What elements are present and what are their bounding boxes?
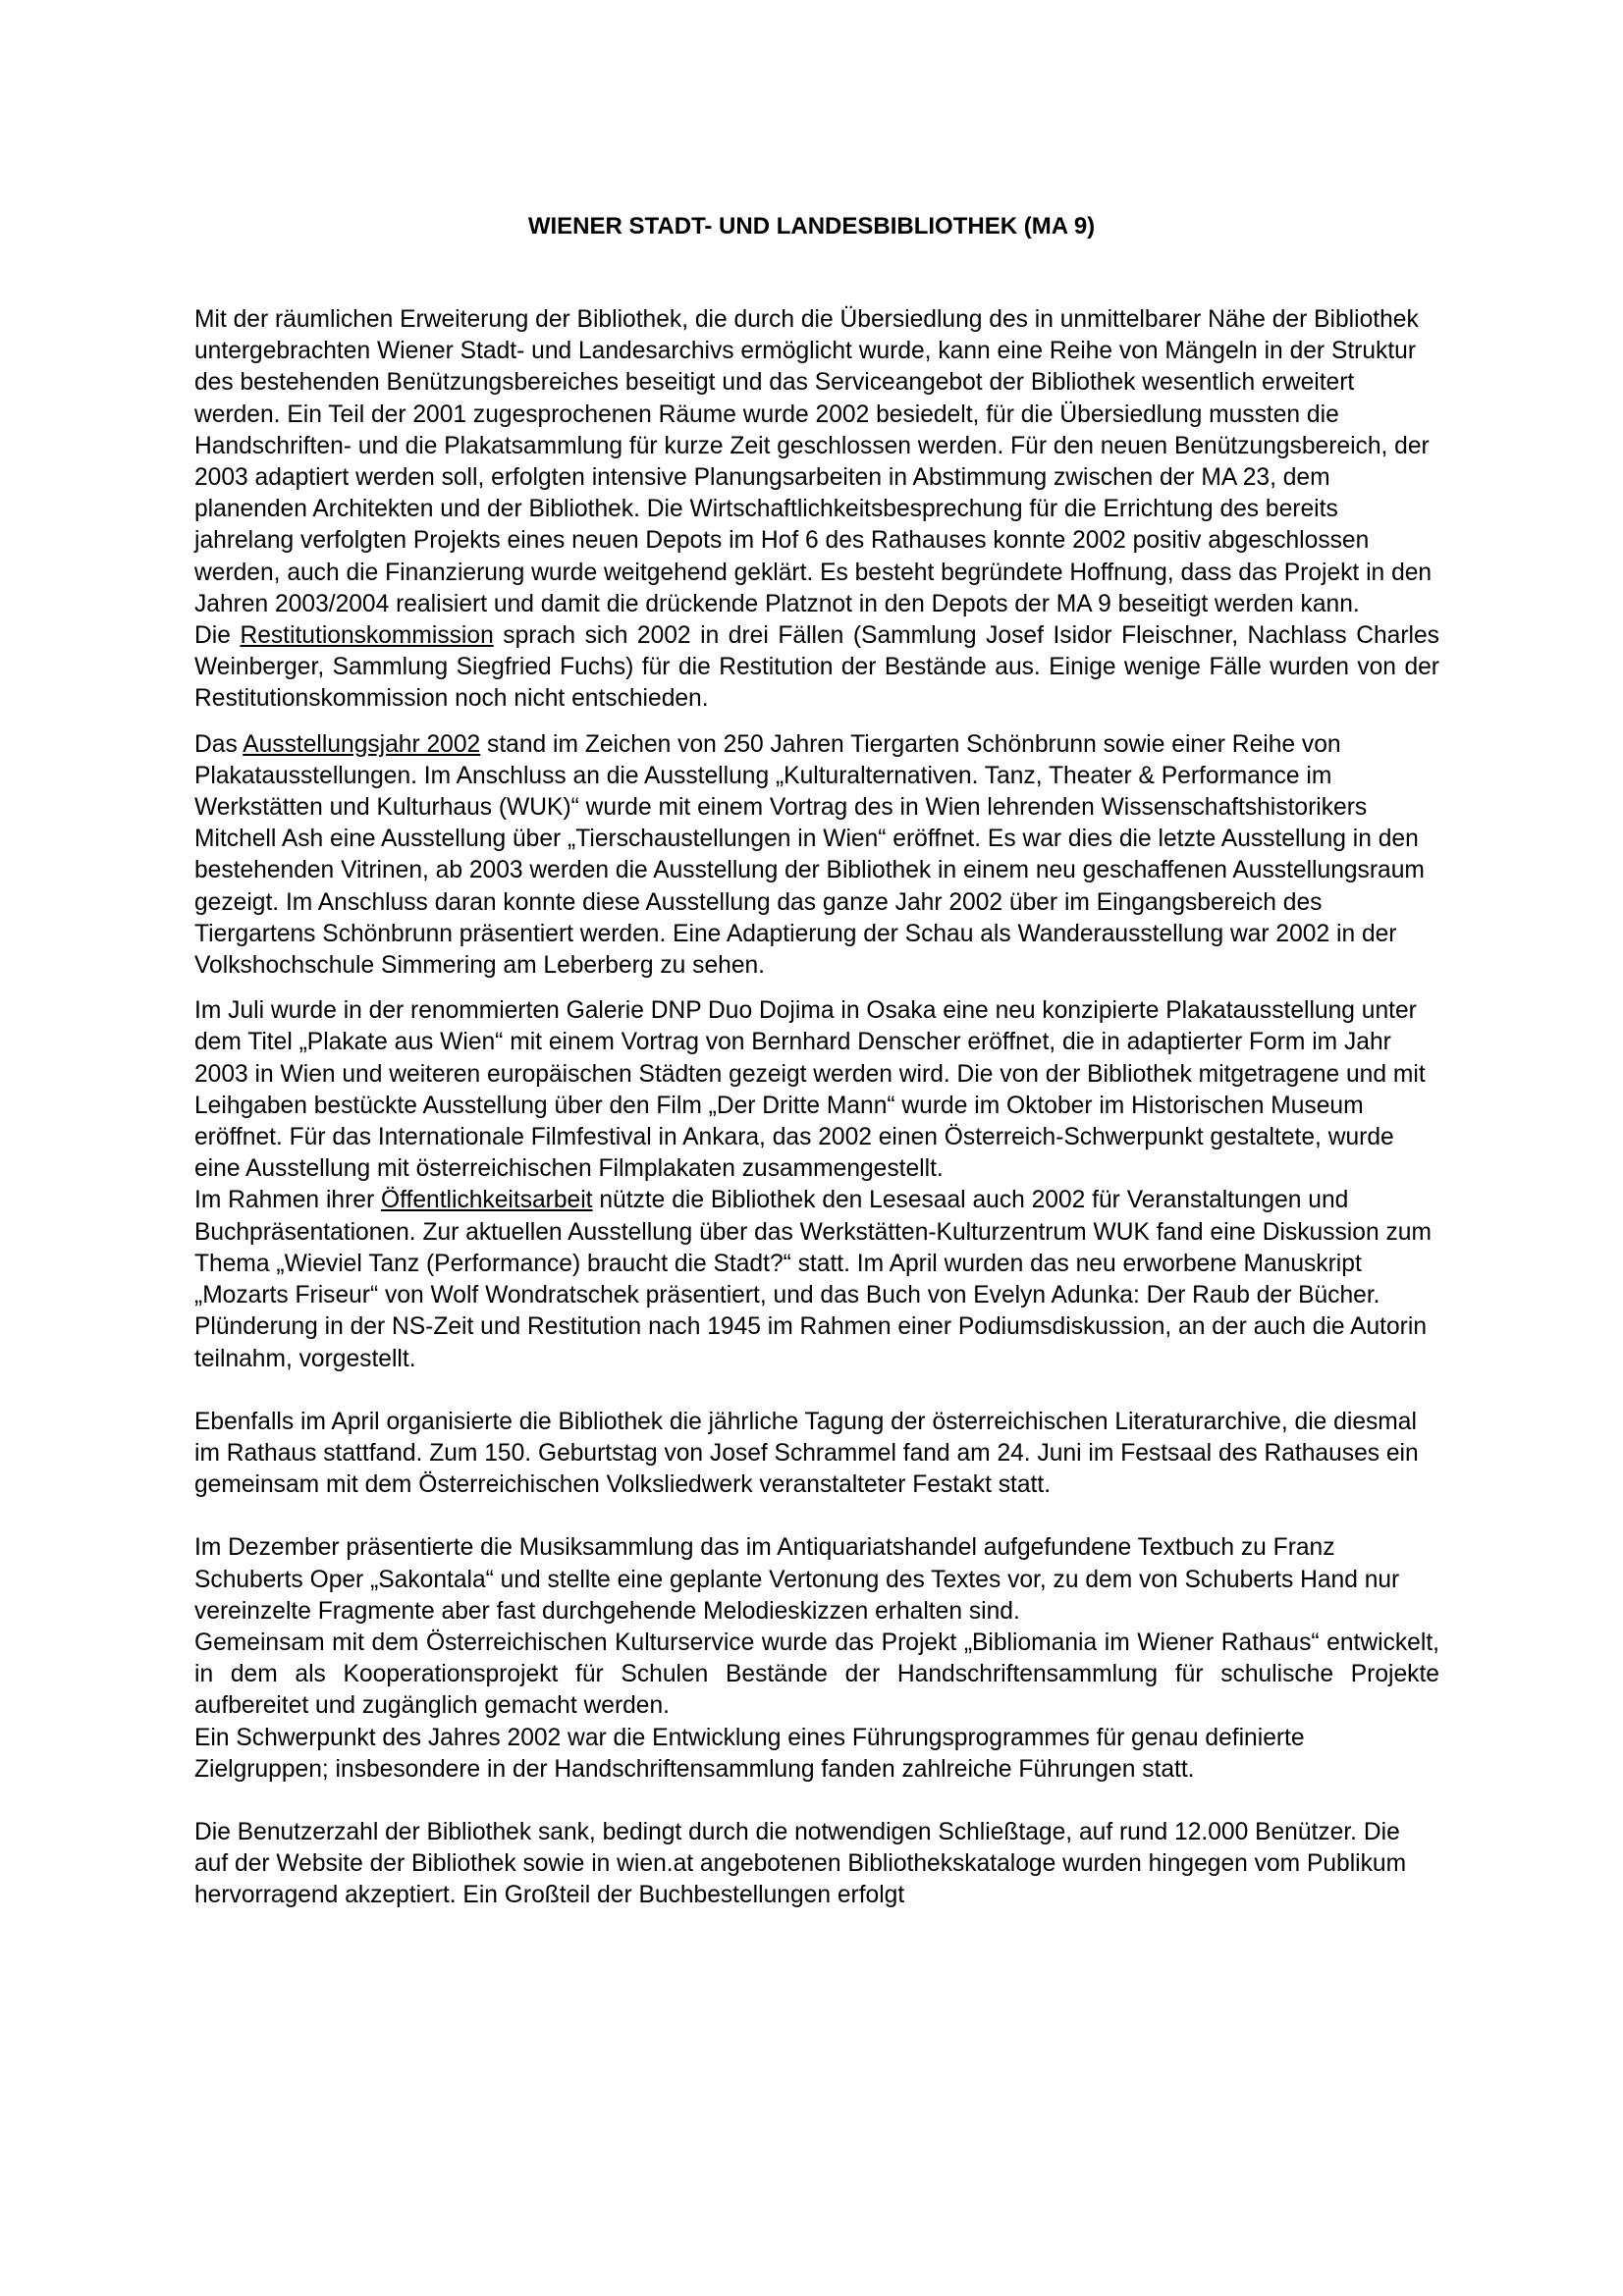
paragraph-public-relations-text: nützte die Bibliothek den Lesesaal auch 2002 für Veranstaltungen und Buchpräsentationen. Zur aktuellen Ausstellung über das Werkstätten-Kulturzentrum WUK fand eine Diskussion zum Thema „Wieviel Tanz (Performance) braucht die Stadt?“ statt. Im April wurden das neu erworbene Manuskript „Mozarts Friseur“ von Wolf Wondratschek präsentiert, und das Buch von Evelyn Adunka: Der Raub der Bücher. Plünderung in der NS-Zeit und Restitution nach 1945 im Rahmen einer Podiumsdiskussion, an der auch die Autorin teilnahm, vorgestellt. (194, 1187, 1432, 1372)
exhibition-year-term: Ausstellungsjahr 2002 (243, 730, 481, 758)
paragraph-music-collection: Im Dezember präsentierte die Musiksammlung das im Antiquariatshandel aufgefundene Textbuch zu Franz Schuberts Oper „Sakontala“ und stellte eine geplante Vertonung des Textes vor, zu dem von Schuberts Hand nur vereinzelte Fragmente aber fast durchgehende Melodieskizzen erhalten sind. (194, 1534, 1400, 1625)
paragraph-exhibition-year (194, 729, 1439, 983)
restitution-commission-term: Restitutionskommission (240, 622, 494, 650)
paragraph-exhibition-prefix: Das (194, 730, 243, 758)
paragraph-exhibition-text: stand im Zeichen von 250 Jahren Tiergarten Schönbrunn sowie einer Reihe von Plakatausstellungen. Im Anschluss an die Ausstellung „Kulturalternativen. Tanz, Theater & Performance im Werkstätten und Kulturhaus (WUK)“ wurde mit einem Vortrag des in Wien lehrenden Wissenschaftshistorikers Mitchell Ash eine Ausstellung über „Tierschaustellungen in Wien“ eröffnet. Es war dies die letzte Ausstellung in den bestehenden Vitrinen, ab 2003 werden die Ausstellung der Bibliothek in einem neu geschaffenen Ausstellungsraum gezeigt. Im Anschluss daran konnte diese Ausstellung das ganze Jahr 2002 über im Eingangsbereich des Tiergartens Schönbrunn präsentiert werden. Eine Adaptierung der Schau als Wanderausstellung war 2002 in der Volkshochschule Simmering am Leberberg zu sehen. (194, 730, 1425, 980)
paragraph-restitution-text: sprach sich 2002 in drei Fällen (Sammlung Josef Isidor Fleischner, Nachlass Charles Weinberger, Sammlung Siegfried Fuchs) für die Restitution der Bestände aus. Einige wenige Fälle wurden von der Restitutionskommission noch nicht entschieden. (194, 622, 1439, 713)
paragraph-literature-archives: Ebenfalls im April organisierte die Bibliothek die jährliche Tagung der österreichischen Literaturarchive, die diesmal im Rathaus stattfand. Zum 150. Geburtstag von Josef Schrammel fand am 24. Juni im Festsaal des Rathauses ein gemeinsam mit dem Österreichischen Volksliedwerk veranstalteter Festakt statt. (194, 1408, 1419, 1499)
paragraph-restitution-prefix: Die (194, 622, 241, 650)
document-body (194, 304, 1439, 1912)
paragraph-bibliomania-project: Gemeinsam mit dem Österreichischen Kulturservice wurde das Projekt „Bibliomania im Wiener Rathaus“ entwickelt, in dem als Kooperationsprojekt für Schulen Bestände der Handschriftensammlung für schulische Projekte aufbereitet und zugänglich gemacht werden. (194, 1629, 1439, 1720)
paragraph-public-relations-prefix: Im Rahmen ihrer (194, 1187, 381, 1214)
paragraph-restitution (194, 620, 1439, 716)
paragraph-public-relations (194, 1185, 1439, 1374)
paragraph-guided-tours: Ein Schwerpunkt des Jahres 2002 war die Entwicklung eines Führungsprogrammes für genau definierte Zielgruppen; insbesondere in der Handschriftensammlung fanden zahlreiche Führungen statt. (194, 1724, 1305, 1783)
page-title: WIENER STADT- UND LANDESBIBLIOTHEK (MA 9) (527, 213, 1096, 240)
paragraph-poster-exhibitions: Im Juli wurde in der renommierten Galerie DNP Duo Dojima in Osaka eine neu konzipierte Plakatausstellung unter dem Titel „Plakate aus Wien“ mit einem Vortrag von Bernhard Denscher eröffnet, die in adaptierter Form im Jahr 2003 in Wien und weiteren europäischen Städten gezeigt werden wird. Die von der Bibliothek mitgetragene und mit Leihgaben bestückte Ausstellung über den Film „Der Dritte Mann“ wurde im Oktober im Historischen Museum eröffnet. Für das Internationale Filmfestival in Ankara, das 2002 einen Österreich-Schwerpunkt gestaltete, wurde eine Ausstellung mit österreichischen Filmplakaten zusammengestellt. (194, 997, 1426, 1183)
paragraph-user-numbers: Die Benutzerzahl der Bibliothek sank, bedingt durch die notwendigen Schließtage, auf rund 12.000 Benützer. Die auf der Website der Bibliothek sowie in wien.at angebotenen Bibliothekskataloge wurden hingegen vom Publikum hervorragend akzeptiert. Ein Großteil der Buchbestellungen erfolgt (194, 1818, 1407, 1909)
paragraph-building-expansion: Mit der räumlichen Erweiterung der Bibliothek, die durch die Übersiedlung des in unmittelbarer Nähe der Bibliothek untergebrachten Wiener Stadt- und Landesarchivs ermöglicht wurde, kann eine Reihe von Mängeln in der Struktur des bestehenden Benützungsbereiches beseitigt und das Serviceangebot der Bibliothek wesentlich erweitert werden. Ein Teil der 2001 zugesprochenen Räume wurde 2002 besiedelt, für die Übersiedlung mussten die Handschriften- und die Plakatsammlung für kurze Zeit geschlossen werden. Für den neuen Benützungsbereich, der 2003 adaptiert werden soll, erfolgten intensive Planungsarbeiten in Abstimmung zwischen der MA 23, dem planenden Architekten und der Bibliothek. Die Wirtschaftlichkeitsbesprechung für die Errichtung des bereits jahrelang verfolgten Projekts eines neuen Depots im Hof 6 des Rathauses konnte 2002 positiv abgeschlossen werden, auch die Finanzierung wurde weitgehend geklärt. Es besteht begründete Hoffnung, dass das Projekt in den Jahren 2003/2004 realisiert und damit die drückende Platznot in den Depots der MA 9 beseitigt werden kann. (194, 306, 1433, 617)
public-relations-term: Öffentlichkeitsarbeit (380, 1187, 593, 1214)
